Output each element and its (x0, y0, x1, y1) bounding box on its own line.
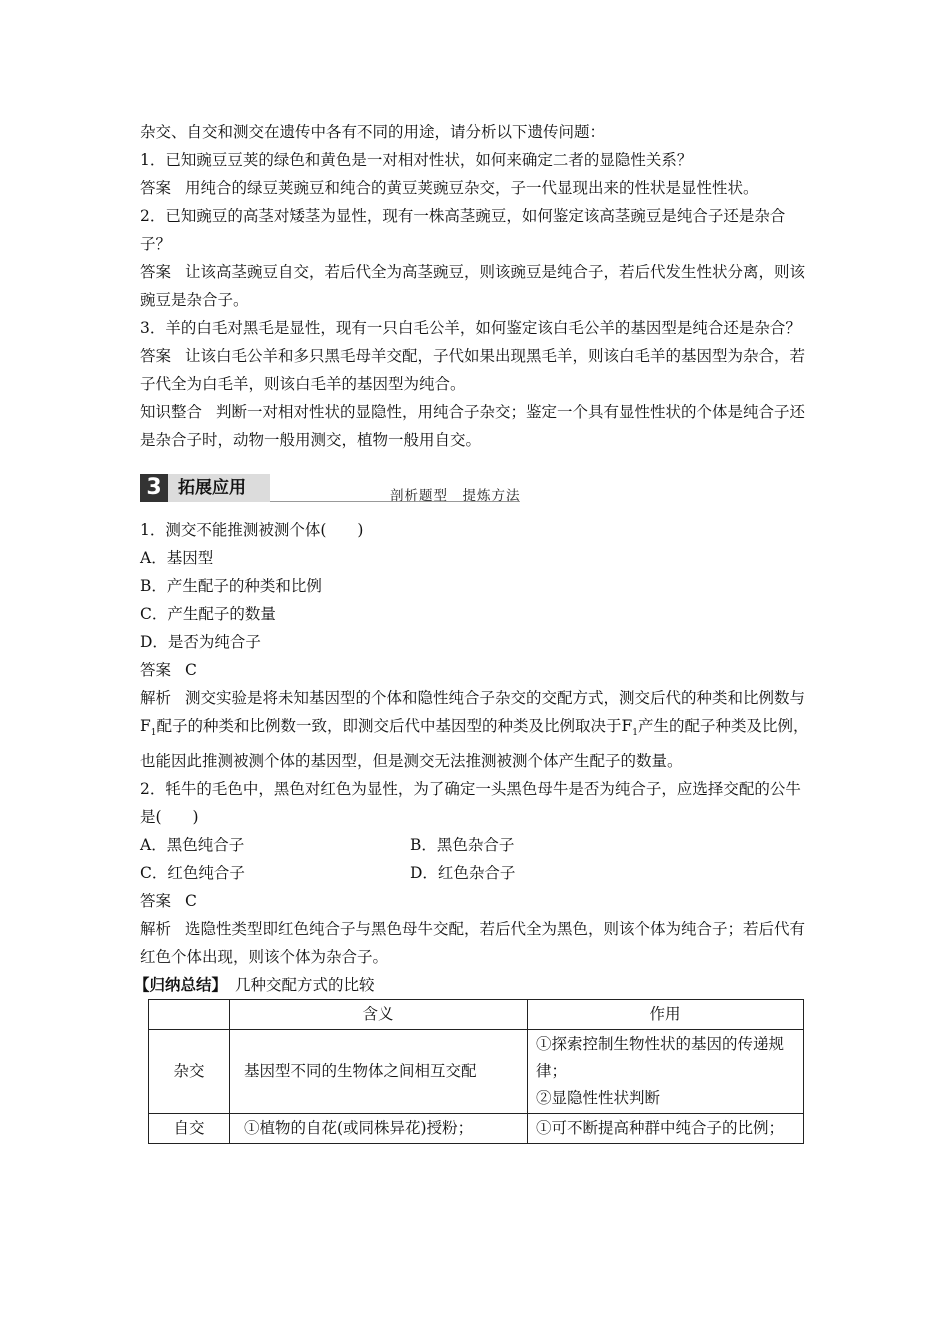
exercise-1-option-b: B．产生配子的种类和比例 (140, 577, 322, 595)
table-cell-meaning: 基因型不同的生物体之间相互交配 (230, 1030, 528, 1114)
use-line: ①探索控制生物性状的基因的传递规律； (536, 1035, 785, 1081)
knowledge-summary (140, 398, 810, 454)
document-page (134, 118, 810, 1144)
intro-lead: 杂交、自交和测交在遗传中各有不同的用途，请分析以下遗传问题： (140, 123, 606, 141)
answer-value: C (185, 892, 197, 911)
table-cell-use (528, 1114, 804, 1144)
exercise-2-option-d: D．红色杂合子 (410, 864, 516, 883)
answer-text: 用纯合的绿豆荚豌豆和纯合的黄豆荚豌豆杂交，子一代显现出来的性状是显性性状。 (185, 179, 759, 197)
exercise-2-answer (140, 887, 810, 915)
table-cell-use (528, 1030, 804, 1114)
answer-label: 答案 (140, 263, 172, 281)
exercise-2-stem: 2．牦牛的毛色中，黑色对红色为显性，为了确定一头黑色母牛是否为纯合子，应选择交配的公牛是( ) (140, 780, 801, 827)
question-2: 2．已知豌豆的高茎对矮茎为显性，现有一株高茎豌豆，如何鉴定该高茎豌豆是纯合子还是杂合子？ (140, 207, 786, 253)
analysis-label: 解析 (140, 920, 172, 939)
comparison-table (148, 999, 804, 1144)
table-row (149, 1030, 804, 1114)
answer-3 (140, 342, 810, 398)
section-title: 拓展应用 (168, 474, 270, 502)
table-cell-meaning: ①植物的自花(或同株异花)授粉； (230, 1114, 528, 1144)
summary-tag: 【归纳总结】 (134, 975, 228, 995)
use-line: ①可不断提高种群中纯合子的比例； (536, 1119, 785, 1138)
answer-label: 答案 (140, 347, 172, 365)
exercise-2-options-row-1 (140, 831, 810, 859)
section-subtitle: 剖析题型 提炼方法 (390, 488, 521, 504)
table-cell-name: 杂交 (149, 1030, 230, 1114)
exercise-2-options-row-2 (140, 859, 810, 887)
table-header-cell: 作用 (528, 1000, 804, 1030)
exercise-1-stem: 1．测交不能推测被测个体( ) (140, 521, 364, 539)
exercise-2-option-b: B．黑色杂合子 (410, 836, 515, 855)
exercise-2-option-a: A．黑色纯合子 (140, 836, 245, 855)
table-row (149, 1114, 804, 1144)
analysis-label: 解析 (140, 689, 172, 707)
subscript: 1 (150, 728, 157, 739)
answer-1 (140, 174, 810, 202)
summary-heading (134, 971, 810, 999)
analysis-text: 产生的配子种类及比例，也能因此推测被测个体的基因型，但是测交无法推测被测个体产生配子的数量。 (140, 717, 809, 771)
question-1: 1．已知豌豆豆荚的绿色和黄色是一对相对性状，如何来确定二者的显隐性关系？ (140, 151, 693, 169)
section-number: 3 (140, 474, 168, 502)
answer-2 (140, 258, 810, 314)
exercise-1-option-d: D．是否为纯合子 (140, 633, 261, 651)
table-header-row (149, 1000, 804, 1030)
summary-text: 判断一对相对性状的显隐性，用纯合子杂交；鉴定一个具有显性性状的个体是纯合子还是杂合子时，动物一般用测交，植物一般用自交。 (140, 403, 806, 449)
table-header-cell (149, 1000, 230, 1030)
answer-text: 让该高茎豌豆自交，若后代全为高茎豌豆，则该豌豆是纯合子，若后代发生性状分离，则该豌豆是杂合子。 (140, 263, 806, 309)
analysis-text: 选隐性类型即红色纯合子与黑色母牛交配，若后代全为黑色，则该个体为纯合子；若后代有红色个体出现，则该个体为杂合子。 (140, 920, 806, 967)
summary-title: 几种交配方式的比较 (235, 976, 375, 995)
exercise-1-analysis (140, 684, 810, 775)
answer-label: 答案 (140, 179, 172, 197)
subscript: 1 (632, 728, 638, 739)
analysis-text: 配子的种类和比例数一致，即测交后代中基因型的种类及比例取决于F (156, 717, 633, 735)
summary-label: 知识整合 (140, 403, 203, 421)
exercise-2-analysis (140, 915, 810, 971)
exercise-1-option-a: A．基因型 (140, 549, 214, 567)
question-3: 3．羊的白毛对黑毛是显性，现有一只白毛公羊，如何鉴定该白毛公羊的基因型是纯合还是杂合？ (140, 319, 801, 337)
section-banner (140, 474, 810, 502)
use-line: ②显隐性性状判断 (536, 1089, 661, 1108)
table-header-cell: 含义 (230, 1000, 528, 1030)
exercise-2-option-c: C．红色纯合子 (140, 864, 245, 883)
answer-label: 答案 (140, 892, 172, 911)
analysis-text: 测交实验是将未知基因型的个体和隐性纯合子杂交的交配方式，测交后代的种类和比例数与F (140, 689, 806, 735)
answer-value: C (185, 661, 197, 679)
answer-label: 答案 (140, 661, 172, 679)
answer-text: 让该白毛公羊和多只黑毛母羊交配，子代如果出现黑毛羊，则该白毛羊的基因型为杂合，若子代全为白毛羊，则该白毛羊的基因型为纯合。 (140, 347, 806, 393)
exercise-1-option-c: C．产生配子的数量 (140, 605, 276, 623)
table-cell-name: 自交 (149, 1114, 230, 1144)
exercise-1-answer (140, 656, 810, 684)
